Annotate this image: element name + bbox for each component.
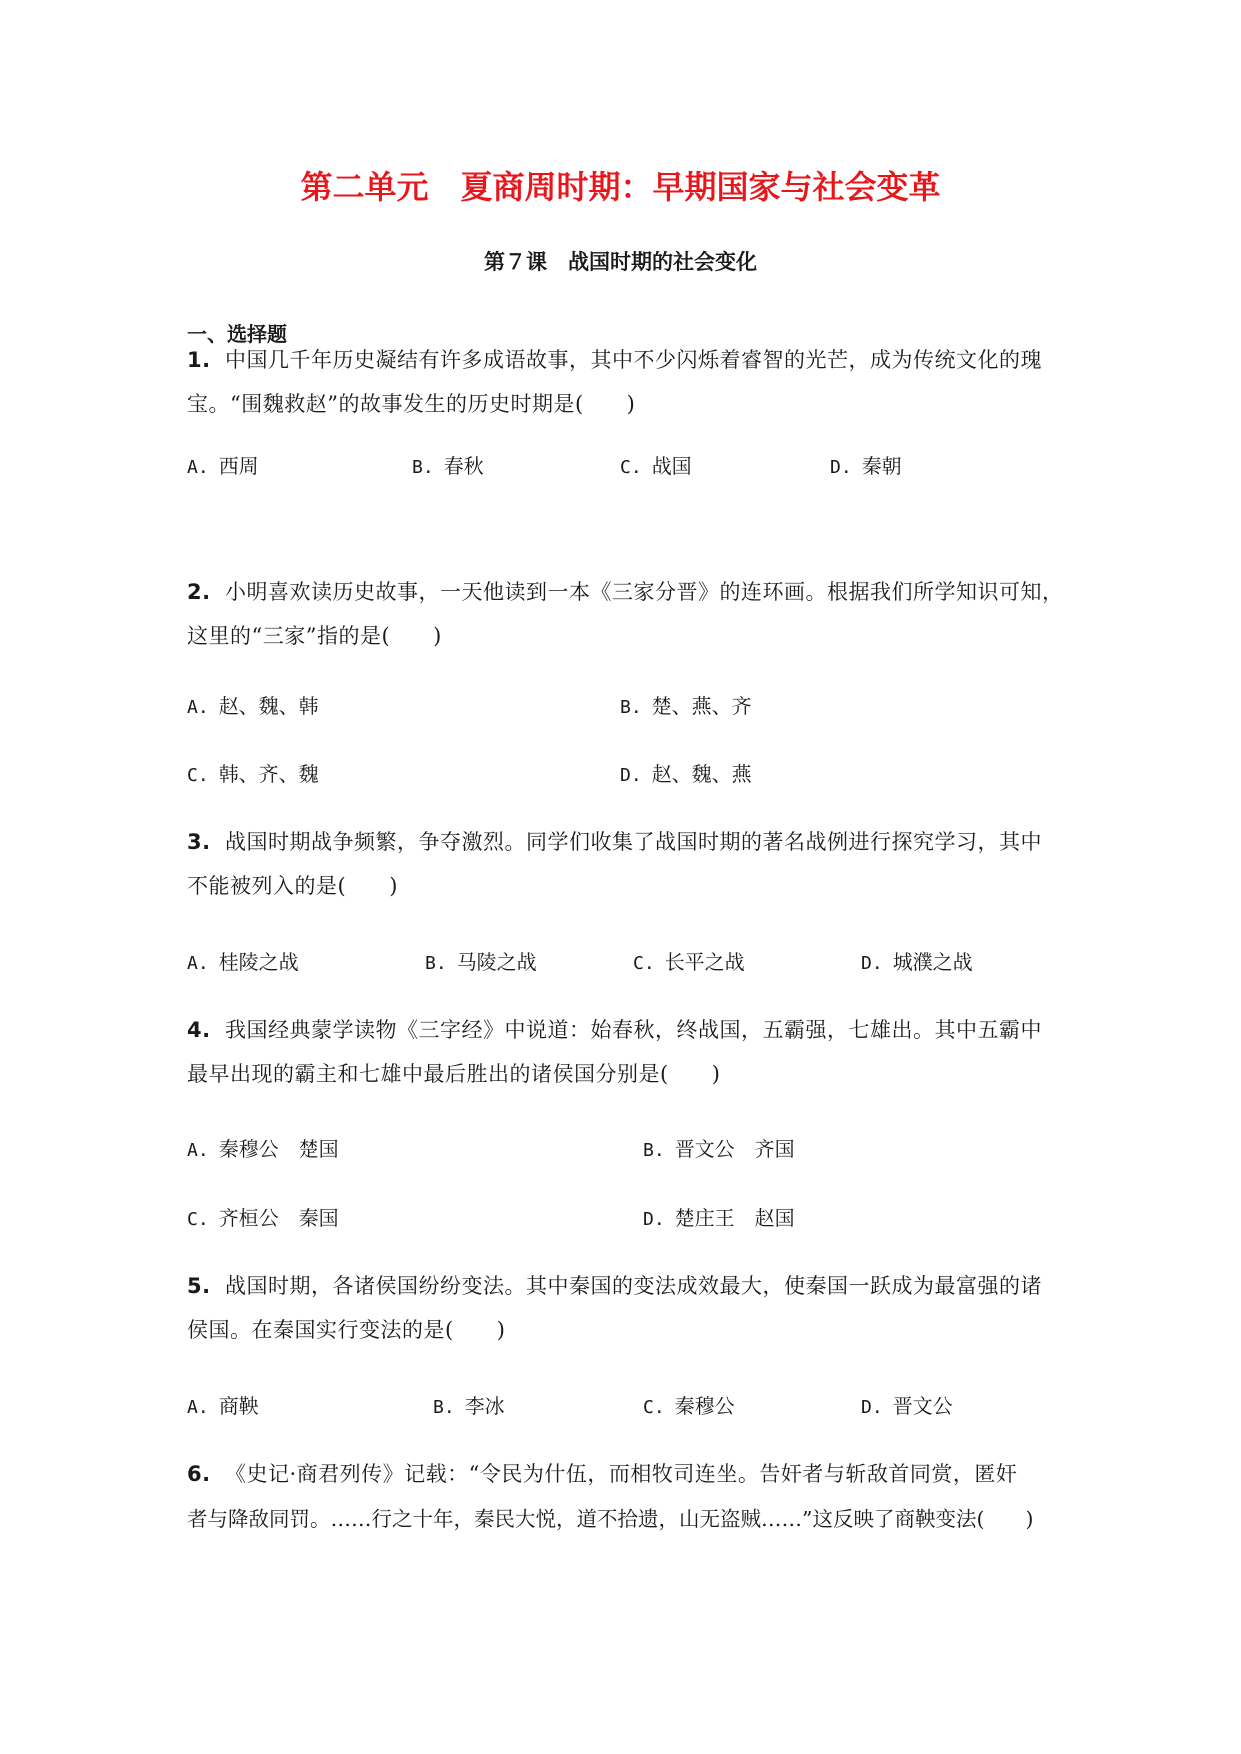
option-text: 晋文公 齐国 — [674, 1137, 795, 1161]
question-4-line-1 — [187, 1014, 1042, 1044]
option-b — [643, 1133, 795, 1162]
option-text: 楚、燕、齐 — [651, 694, 752, 718]
option-letter: B. — [412, 457, 434, 478]
question-text: 我国经典蒙学读物《三字经》中说道：始春秋，终战国，五霸强，七雄出。其中五霸中 — [224, 1018, 1042, 1042]
option-c — [633, 946, 745, 975]
option-letter: A. — [187, 457, 209, 478]
question-text: 《史记·商君列传》记载：“令民为什伍，而相牧司连坐。告奸者与斩敌首同赏，匿奸 — [224, 1462, 1018, 1486]
question-number: 5. — [187, 1274, 211, 1298]
option-text: 桂陵之战 — [218, 950, 299, 974]
question-1-line-2: 宝。“围魏救赵”的故事发生的历史时期是( ) — [187, 392, 636, 416]
option-letter: B. — [620, 697, 642, 718]
option-letter: C. — [187, 1209, 209, 1230]
option-letter: B. — [433, 1397, 455, 1418]
option-text: 马陵之战 — [456, 950, 537, 974]
option-d — [861, 1390, 953, 1419]
option-letter: D. — [643, 1209, 665, 1230]
option-text: 秦穆公 楚国 — [218, 1137, 339, 1161]
option-letter: C. — [643, 1397, 665, 1418]
question-3-line-2: 不能被列入的是( ) — [187, 874, 398, 898]
option-d — [830, 450, 902, 479]
option-a — [187, 946, 299, 975]
option-letter: D. — [830, 457, 852, 478]
option-text: 长平之战 — [664, 950, 745, 974]
option-text: 商鞅 — [218, 1394, 259, 1418]
question-2-line-1 — [187, 576, 1063, 606]
option-text: 韩、齐、魏 — [218, 762, 319, 786]
lesson-title: 第７课 战国时期的社会变化 — [484, 250, 757, 274]
option-letter: C. — [633, 953, 655, 974]
option-a — [187, 450, 259, 479]
option-c — [187, 1202, 339, 1231]
option-c — [620, 450, 692, 479]
question-3-line-1 — [187, 826, 1042, 856]
question-1-line-1 — [187, 344, 1042, 374]
question-5-line-2: 侯国。在秦国实行变法的是( ) — [187, 1318, 506, 1342]
option-a — [187, 1390, 259, 1419]
option-d — [620, 758, 752, 787]
option-b — [433, 1390, 505, 1419]
option-letter: B. — [643, 1140, 665, 1161]
option-text: 春秋 — [443, 454, 484, 478]
section-title: 一、选择题 — [187, 322, 287, 346]
option-d — [861, 946, 973, 975]
option-b — [425, 946, 537, 975]
option-b — [620, 690, 752, 719]
option-letter: C. — [187, 765, 209, 786]
option-text: 赵、魏、燕 — [651, 762, 752, 786]
option-letter: B. — [425, 953, 447, 974]
question-5-line-1 — [187, 1270, 1042, 1300]
option-letter: D. — [861, 953, 883, 974]
option-letter: D. — [620, 765, 642, 786]
option-letter: A. — [187, 1140, 209, 1161]
option-text: 战国 — [651, 454, 692, 478]
option-a — [187, 1133, 339, 1162]
option-text: 秦穆公 — [674, 1394, 735, 1418]
question-text: 战国时期，各诸侯国纷纷变法。其中秦国的变法成效最大，使秦国一跃成为最富强的诸 — [224, 1274, 1042, 1298]
option-text: 齐桓公 秦国 — [218, 1206, 339, 1230]
option-letter: A. — [187, 953, 209, 974]
question-2-line-2: 这里的“三家”指的是( ) — [187, 624, 442, 648]
option-text: 秦朝 — [861, 454, 902, 478]
question-text: 小明喜欢读历史故事，一天他读到一本《三家分晋》的连环画。根据我们所学知识可知， — [224, 580, 1064, 604]
option-d — [643, 1202, 795, 1231]
question-number: 2. — [187, 580, 211, 604]
option-text: 西周 — [218, 454, 259, 478]
unit-title: 第二单元 夏商周时期：早期国家与社会变革 — [300, 168, 941, 206]
question-text: 战国时期战争频繁，争夺激烈。同学们收集了战国时期的著名战例进行探究学习，其中 — [224, 830, 1042, 854]
question-6-line-2: 者与降敌同罚。……行之十年，秦民大悦，道不拾遗，山无盗贼……”这反映了商鞅变法( ) — [187, 1507, 1034, 1531]
option-text: 李冰 — [464, 1394, 505, 1418]
question-text: 中国几千年历史凝结有许多成语故事，其中不少闪烁着睿智的光芒，成为传统文化的瑰 — [224, 348, 1042, 372]
option-text: 城濮之战 — [892, 950, 973, 974]
question-4-line-2: 最早出现的霸主和七雄中最后胜出的诸侯国分别是( ) — [187, 1062, 721, 1086]
option-letter: A. — [187, 1397, 209, 1418]
option-text: 楚庄王 赵国 — [674, 1206, 795, 1230]
option-c — [187, 758, 319, 787]
question-number: 6. — [187, 1462, 211, 1486]
question-number: 4. — [187, 1018, 211, 1042]
option-b — [412, 450, 484, 479]
option-letter: D. — [861, 1397, 883, 1418]
question-6-line-1 — [187, 1458, 1017, 1488]
question-number: 1. — [187, 348, 211, 372]
option-letter: C. — [620, 457, 642, 478]
option-letter: A. — [187, 697, 209, 718]
question-number: 3. — [187, 830, 211, 854]
option-c — [643, 1390, 735, 1419]
option-a — [187, 690, 319, 719]
option-text: 晋文公 — [892, 1394, 953, 1418]
option-text: 赵、魏、韩 — [218, 694, 319, 718]
